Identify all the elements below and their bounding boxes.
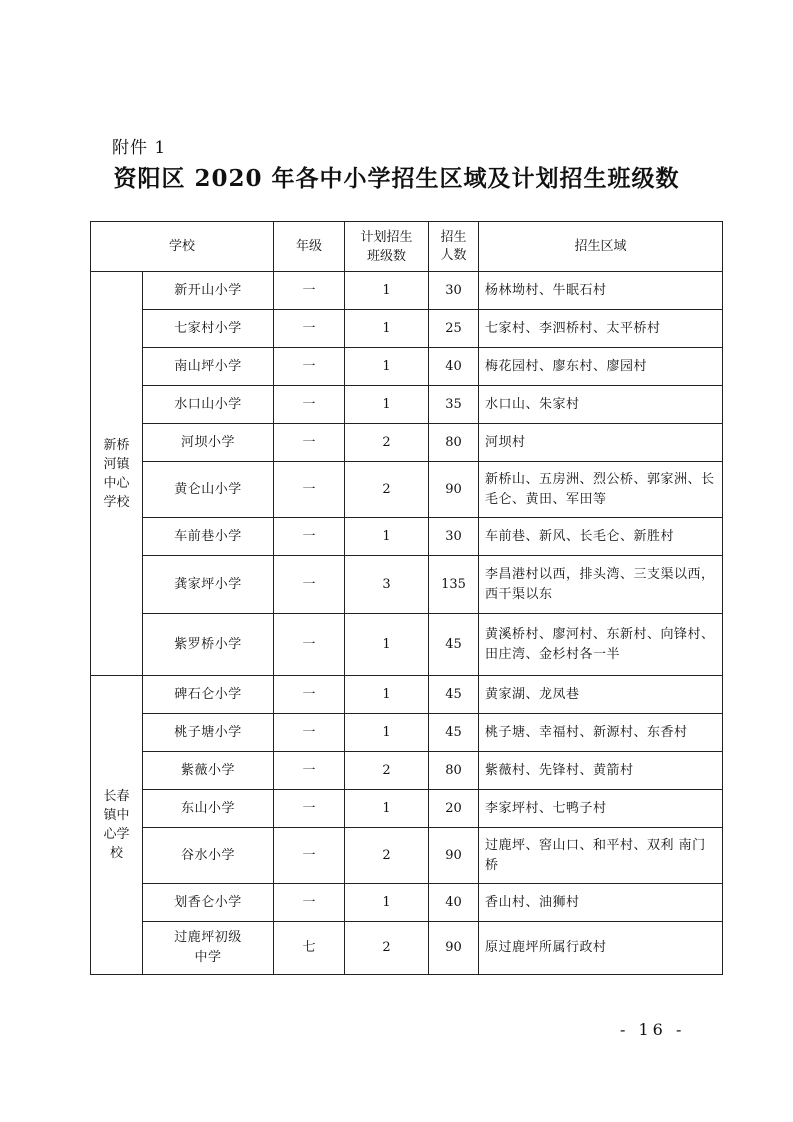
table-header-row bbox=[91, 222, 723, 272]
table-row bbox=[91, 424, 723, 462]
grade-cell: 一 bbox=[274, 348, 345, 386]
table-row bbox=[91, 462, 723, 518]
header-students bbox=[429, 222, 479, 272]
area-cell: 梅花园村、廖东村、廖园村 bbox=[479, 348, 723, 386]
table-row bbox=[91, 884, 723, 922]
classes-cell: 1 bbox=[345, 790, 429, 828]
students-cell: 45 bbox=[429, 714, 479, 752]
classes-cell: 2 bbox=[345, 752, 429, 790]
students-cell: 40 bbox=[429, 884, 479, 922]
table-row bbox=[91, 518, 723, 556]
table-row bbox=[91, 614, 723, 676]
school-name: 碑石仑小学 bbox=[143, 676, 274, 714]
table-row bbox=[91, 272, 723, 310]
grade-cell: 一 bbox=[274, 828, 345, 884]
area-cell: 紫薇村、先锋村、黄箭村 bbox=[479, 752, 723, 790]
classes-cell: 2 bbox=[345, 828, 429, 884]
table-row bbox=[91, 790, 723, 828]
students-cell: 30 bbox=[429, 518, 479, 556]
grade-cell: 一 bbox=[274, 272, 345, 310]
students-cell: 35 bbox=[429, 386, 479, 424]
header-school: 学校 bbox=[91, 222, 274, 272]
grade-cell: 一 bbox=[274, 676, 345, 714]
school-name: 水口山小学 bbox=[143, 386, 274, 424]
grade-cell: 一 bbox=[274, 424, 345, 462]
area-cell: 原过鹿坪所属行政村 bbox=[479, 922, 723, 975]
header-grade: 年级 bbox=[274, 222, 345, 272]
group-name-cell bbox=[91, 676, 143, 975]
classes-cell: 1 bbox=[345, 348, 429, 386]
school-name: 黄仑山小学 bbox=[143, 462, 274, 518]
grade-cell: 一 bbox=[274, 884, 345, 922]
header-classes-text: 计划招生班级数 bbox=[360, 229, 413, 264]
group-name: 长春镇中心学校 bbox=[103, 789, 130, 861]
area-cell: 李家坪村、七鸭子村 bbox=[479, 790, 723, 828]
grade-cell: 一 bbox=[274, 386, 345, 424]
classes-cell: 2 bbox=[345, 922, 429, 975]
school-name: 河坝小学 bbox=[143, 424, 274, 462]
table-row bbox=[91, 922, 723, 975]
grade-cell: 一 bbox=[274, 556, 345, 614]
area-cell: 李昌港村以西，排头湾、三支渠以西，西干渠以东 bbox=[479, 556, 723, 614]
table-row bbox=[91, 556, 723, 614]
students-cell: 90 bbox=[429, 828, 479, 884]
header-students-text: 招生人数 bbox=[440, 229, 467, 263]
school-name: 新开山小学 bbox=[143, 272, 274, 310]
classes-cell: 1 bbox=[345, 614, 429, 676]
school-name: 紫罗桥小学 bbox=[143, 614, 274, 676]
students-cell: 30 bbox=[429, 272, 479, 310]
classes-cell: 1 bbox=[345, 272, 429, 310]
classes-cell: 1 bbox=[345, 386, 429, 424]
school-name: 谷水小学 bbox=[143, 828, 274, 884]
enrollment-table bbox=[90, 221, 723, 975]
document-title: 资阳区 2020 年各中小学招生区域及计划招生班级数 bbox=[113, 165, 680, 192]
students-cell: 20 bbox=[429, 790, 479, 828]
school-name: 划香仑小学 bbox=[143, 884, 274, 922]
classes-cell: 2 bbox=[345, 462, 429, 518]
school-name bbox=[143, 922, 274, 975]
students-cell: 45 bbox=[429, 614, 479, 676]
attachment-label: 附件 1 bbox=[112, 138, 167, 158]
table-row bbox=[91, 752, 723, 790]
school-name: 东山小学 bbox=[143, 790, 274, 828]
area-cell: 车前巷、新风、长毛仑、新胜村 bbox=[479, 518, 723, 556]
table-row bbox=[91, 714, 723, 752]
students-cell: 90 bbox=[429, 462, 479, 518]
area-cell: 杨林坳村、牛眠石村 bbox=[479, 272, 723, 310]
table-row bbox=[91, 676, 723, 714]
table-row bbox=[91, 386, 723, 424]
grade-cell: 一 bbox=[274, 752, 345, 790]
students-cell: 135 bbox=[429, 556, 479, 614]
table-body bbox=[91, 272, 723, 975]
area-cell: 黄溪桥村、廖河村、东新村、向锋村、田庄湾、金杉村各一半 bbox=[479, 614, 723, 676]
school-name: 南山坪小学 bbox=[143, 348, 274, 386]
school-name: 车前巷小学 bbox=[143, 518, 274, 556]
grade-cell: 一 bbox=[274, 614, 345, 676]
school-name: 七家村小学 bbox=[143, 310, 274, 348]
page-number: - 16 - bbox=[620, 1020, 686, 1039]
grade-cell: 一 bbox=[274, 518, 345, 556]
students-cell: 45 bbox=[429, 676, 479, 714]
students-cell: 80 bbox=[429, 752, 479, 790]
grade-cell: 一 bbox=[274, 310, 345, 348]
header-area: 招生区域 bbox=[479, 222, 723, 272]
school-name-text: 过鹿坪初级中学 bbox=[174, 930, 242, 965]
area-cell: 黄家湖、龙凤巷 bbox=[479, 676, 723, 714]
classes-cell: 1 bbox=[345, 676, 429, 714]
students-cell: 40 bbox=[429, 348, 479, 386]
school-name: 龚家坪小学 bbox=[143, 556, 274, 614]
table-row bbox=[91, 348, 723, 386]
header-classes bbox=[345, 222, 429, 272]
grade-cell: 一 bbox=[274, 462, 345, 518]
grade-cell: 七 bbox=[274, 922, 345, 975]
area-cell: 新桥山、五房洲、烈公桥、郭家洲、长毛仑、黄田、军田等 bbox=[479, 462, 723, 518]
grade-cell: 一 bbox=[274, 714, 345, 752]
classes-cell: 1 bbox=[345, 310, 429, 348]
area-cell: 水口山、朱家村 bbox=[479, 386, 723, 424]
table-row bbox=[91, 828, 723, 884]
group-name-cell bbox=[91, 272, 143, 676]
classes-cell: 1 bbox=[345, 518, 429, 556]
area-cell: 七家村、李泗桥村、太平桥村 bbox=[479, 310, 723, 348]
students-cell: 25 bbox=[429, 310, 479, 348]
area-cell: 过鹿坪、窖山口、和平村、双利 南门桥 bbox=[479, 828, 723, 884]
school-name: 桃子塘小学 bbox=[143, 714, 274, 752]
classes-cell: 2 bbox=[345, 424, 429, 462]
classes-cell: 1 bbox=[345, 884, 429, 922]
group-name: 新桥河镇中心学校 bbox=[103, 437, 130, 510]
grade-cell: 一 bbox=[274, 790, 345, 828]
classes-cell: 1 bbox=[345, 714, 429, 752]
students-cell: 90 bbox=[429, 922, 479, 975]
school-name: 紫薇小学 bbox=[143, 752, 274, 790]
students-cell: 80 bbox=[429, 424, 479, 462]
area-cell: 香山村、油狮村 bbox=[479, 884, 723, 922]
area-cell: 河坝村 bbox=[479, 424, 723, 462]
classes-cell: 3 bbox=[345, 556, 429, 614]
area-cell: 桃子塘、幸福村、新源村、东香村 bbox=[479, 714, 723, 752]
table-row bbox=[91, 310, 723, 348]
